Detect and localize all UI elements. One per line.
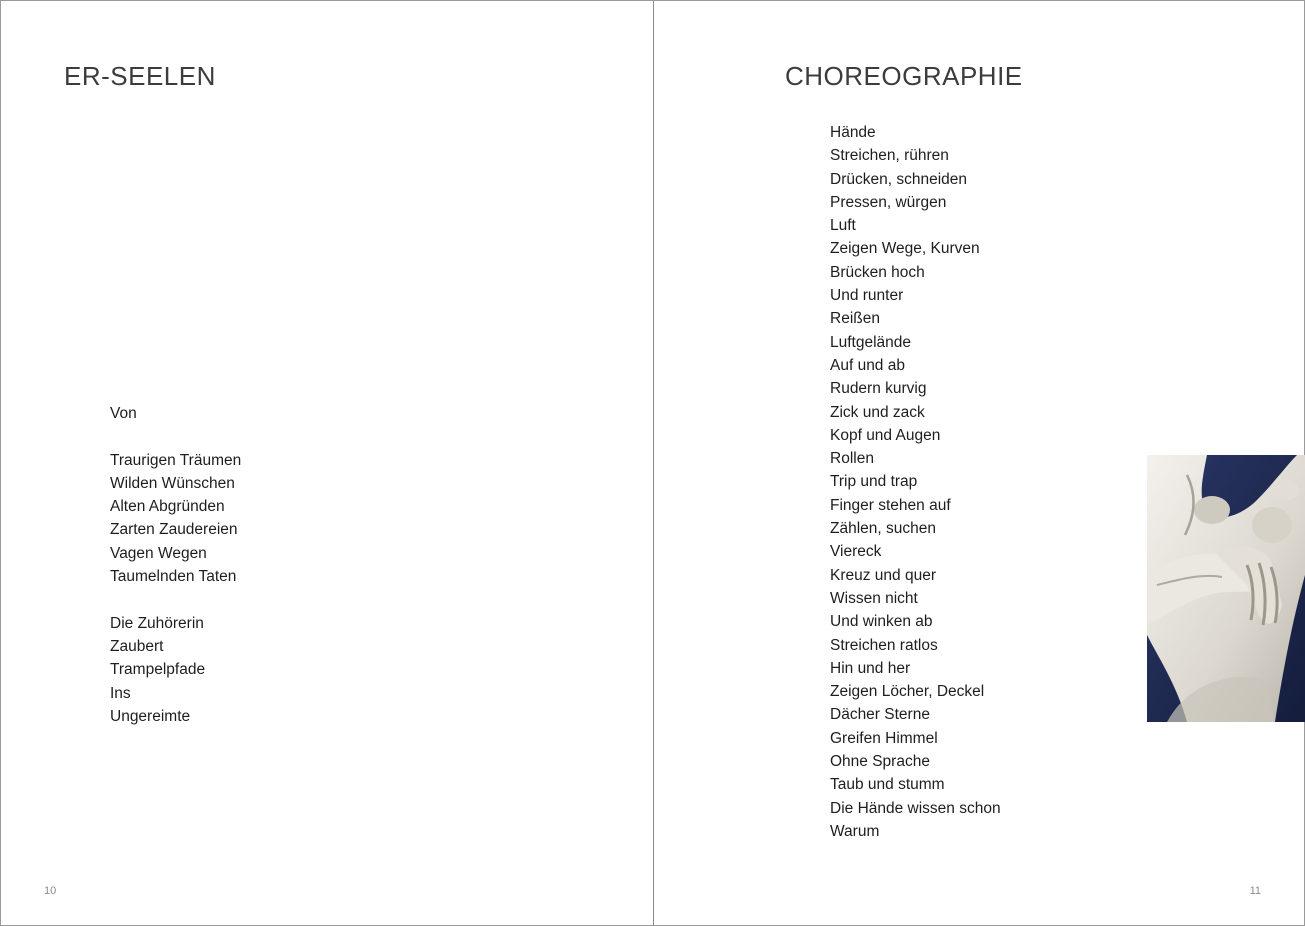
poem-line: Rollen <box>830 450 874 468</box>
poem-er-seelen <box>110 402 241 728</box>
poem-line: Traurigen Träumen <box>110 451 242 469</box>
poem-line: Zeigen Wege, Kurven <box>830 240 980 258</box>
poem-line: Hände <box>830 124 876 141</box>
poem-line: Luft <box>830 217 856 235</box>
poem-line: Ins <box>110 684 131 702</box>
poem-line: Trip und trap <box>830 473 918 491</box>
poem-line: Taumelnden Taten <box>110 568 237 586</box>
poem-line: Zeigen Löcher, Deckel <box>830 683 985 701</box>
poem-line: Drücken, schneiden <box>830 170 967 188</box>
poem-line: Greifen Himmel <box>830 729 938 747</box>
page-number-left: 10 <box>44 885 57 897</box>
poem-line: Die Hände wissen schon <box>830 799 1001 817</box>
poem-line: Die Zuhörerin <box>110 614 204 632</box>
poem-line: Und winken ab <box>830 613 933 631</box>
poem-line: Reißen <box>830 310 880 328</box>
poem-line: Kopf und Augen <box>830 426 941 444</box>
stanza-gap <box>110 588 241 611</box>
poem-line: Dächer Sterne <box>830 706 930 724</box>
poem-line: Auf und ab <box>830 356 905 374</box>
page-title: CHOREOGRAPHIE <box>785 61 1023 91</box>
poem-line: Wissen nicht <box>830 589 918 607</box>
poem-line: Zarten Zaudereien <box>110 521 238 539</box>
poem-line: Finger stehen auf <box>830 496 951 514</box>
poem-line: Luftgelände <box>830 333 912 351</box>
poem-line: Zaubert <box>110 637 164 655</box>
poem-line: Ungereimte <box>110 707 191 725</box>
poem-line: Pressen, würgen <box>830 193 947 211</box>
poem-line: Streichen, rühren <box>830 147 949 165</box>
poem-line: Zick und zack <box>830 403 925 421</box>
poem-line: Von <box>110 405 137 422</box>
poem-line: Ohne Sprache <box>830 753 930 771</box>
poem-line: Taub und stumm <box>830 776 945 794</box>
sculpture-photo <box>1147 455 1305 722</box>
page-title: ER-SEELEN <box>64 61 216 91</box>
poem-line: Trampelpfade <box>110 661 206 679</box>
poem-line: Warum <box>830 822 880 840</box>
page-number-right: 11 <box>1249 885 1261 897</box>
poem-line: Und runter <box>830 287 904 305</box>
poem-choreographie <box>830 121 1001 843</box>
poem-line: Rudern kurvig <box>830 380 927 398</box>
left-page <box>1 1 653 925</box>
poem-line: Kreuz und quer <box>830 566 936 584</box>
poem-line: Viereck <box>830 543 882 561</box>
poem-line: Zählen, suchen <box>830 520 936 538</box>
poem-line: Vagen Wegen <box>110 544 207 562</box>
poem-line: Streichen ratlos <box>830 636 938 654</box>
poem-line: Brücken hoch <box>830 263 925 281</box>
stanza-gap <box>110 425 241 448</box>
poem-line: Wilden Wünschen <box>110 474 235 492</box>
poem-line: Hin und her <box>830 659 911 677</box>
poem-line: Alten Abgründen <box>110 498 225 516</box>
